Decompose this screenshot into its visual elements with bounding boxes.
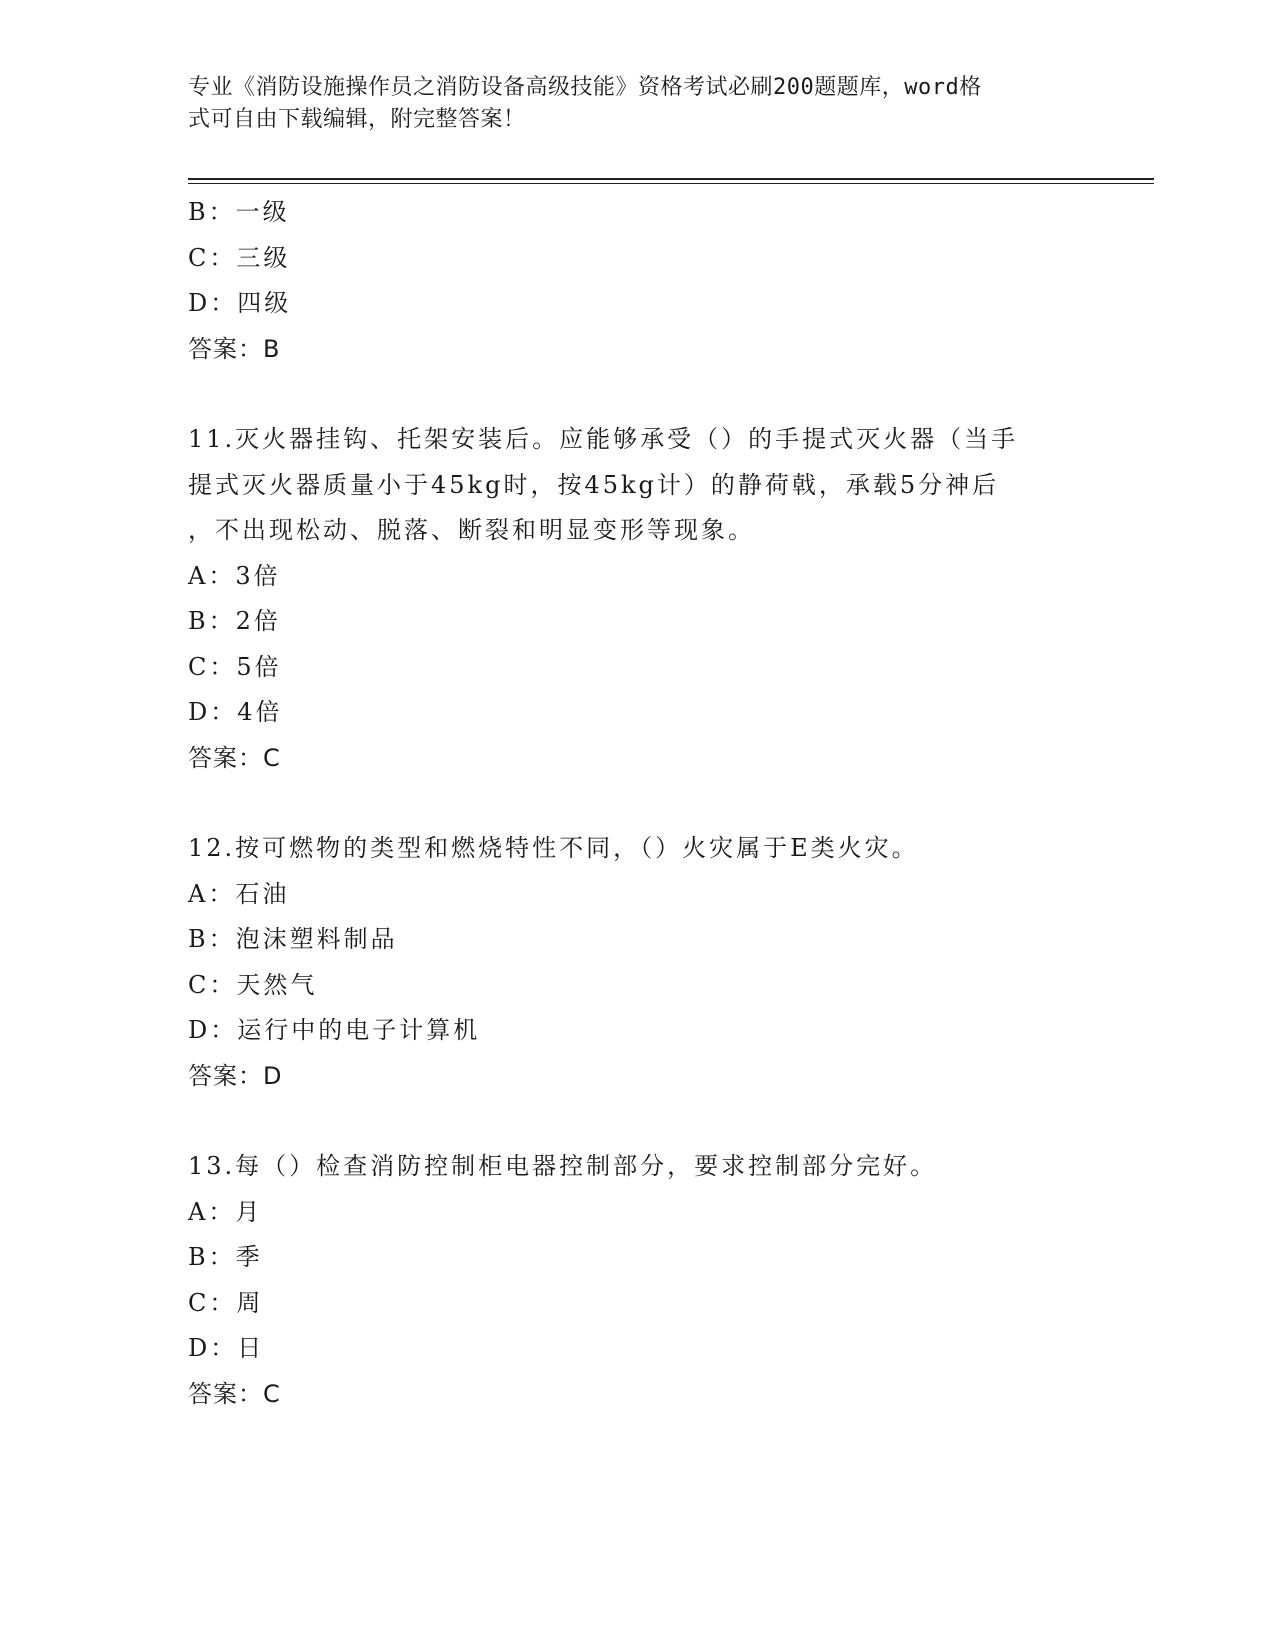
question-11 xyxy=(188,417,1088,781)
option-d: D：日 xyxy=(188,1334,265,1362)
option-b: B：泡沫塑料制品 xyxy=(188,925,398,953)
spacer xyxy=(188,372,1088,417)
answer: 答案：B xyxy=(188,334,281,363)
option-d: D：4倍 xyxy=(188,698,283,726)
question-text-line-1: 12.按可燃物的类型和燃烧特性不同，（）火灾属于E类火灾。 xyxy=(188,834,919,862)
question-text-line-3: ，不出现松动、脱落、断裂和明显变形等现象。 xyxy=(188,516,755,544)
header-line-1: 专业《消防设施操作员之消防设备高级技能》资格考试必刷200题题库，word格 xyxy=(188,75,982,100)
option-b: B：季 xyxy=(188,1243,263,1271)
answer: 答案：C xyxy=(188,743,281,772)
option-c: C：三级 xyxy=(188,243,291,272)
option-a: A：月 xyxy=(188,1197,263,1226)
question-text-line-1: 11.灭火器挂钩、托架安装后。应能够承受（）的手提式灭火器（当手 xyxy=(188,425,1019,453)
question-13 xyxy=(188,1144,1088,1417)
option-b: B：2倍 xyxy=(188,607,281,635)
option-c: C：5倍 xyxy=(188,652,282,681)
question-text-line-1: 13.每（）检查消防控制柜电器控制部分，要求控制部分完好。 xyxy=(188,1152,938,1180)
option-b: B：一级 xyxy=(188,198,290,226)
question-text-line-2: 提式灭火器质量小于45kg时，按45kg计）的静荷戟，承载5分神后 xyxy=(188,470,1000,499)
option-d: D：四级 xyxy=(188,289,292,317)
spacer xyxy=(188,1099,1088,1144)
question-list xyxy=(188,190,1088,1417)
option-a: A：石油 xyxy=(188,879,290,908)
document-header xyxy=(188,72,1068,136)
header-divider-thick xyxy=(188,178,1154,180)
option-d: D：运行中的电子计算机 xyxy=(188,1016,481,1044)
answer: 答案：C xyxy=(188,1379,281,1408)
question-12 xyxy=(188,826,1088,1099)
header-divider-thin xyxy=(188,183,1154,184)
question-10 xyxy=(188,190,1088,372)
header-line-2: 式可自由下载编辑，附完整答案！ xyxy=(188,107,526,132)
option-a: A：3倍 xyxy=(188,561,281,590)
spacer xyxy=(188,781,1088,826)
option-c: C：周 xyxy=(188,1288,264,1317)
answer: 答案：D xyxy=(188,1061,283,1090)
option-c: C：天然气 xyxy=(188,970,318,999)
